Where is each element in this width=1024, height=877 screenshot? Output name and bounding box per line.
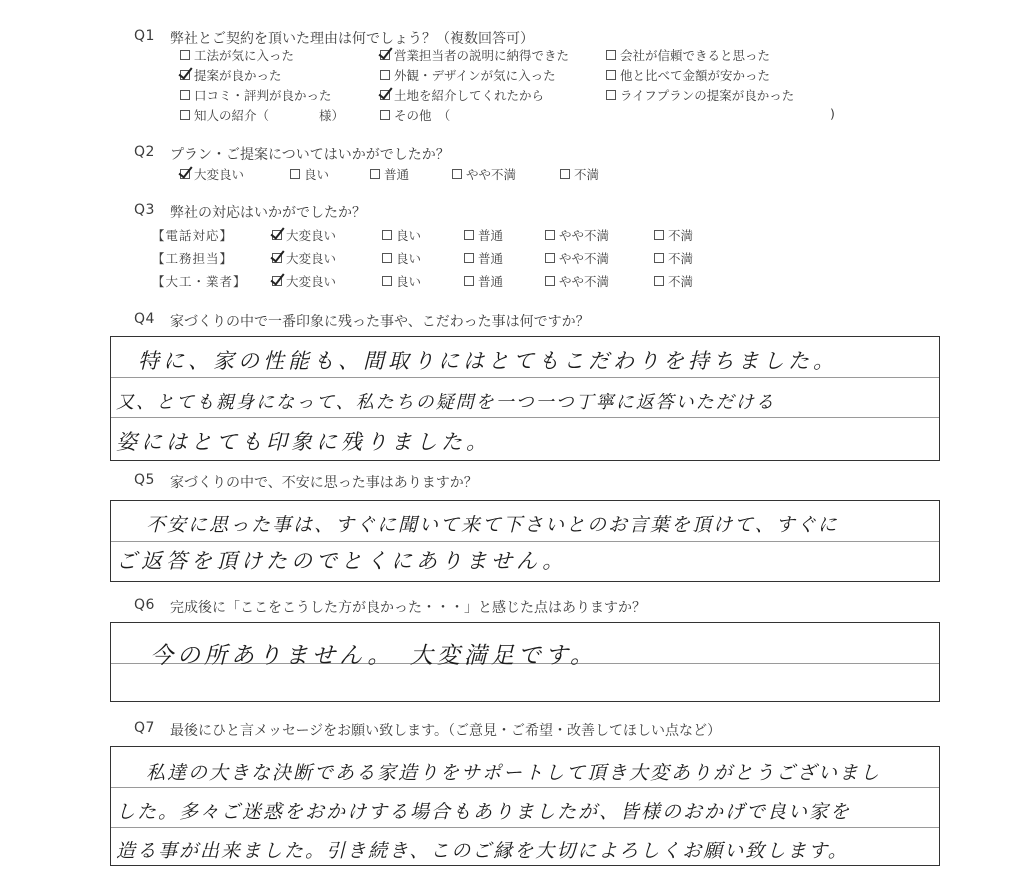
checkbox[interactable] bbox=[464, 253, 474, 263]
q6-question: 完成後に「ここをこうした方が良かった・・・」と感じた点はありますか？ bbox=[170, 600, 646, 616]
option-label: 普通 bbox=[478, 274, 504, 289]
checkbox-checked[interactable] bbox=[272, 253, 282, 263]
ruled-line bbox=[111, 827, 939, 828]
checkbox[interactable] bbox=[452, 169, 462, 179]
q3-phone-option-3[interactable] bbox=[464, 226, 503, 244]
checkbox[interactable] bbox=[654, 230, 664, 240]
q2-option-4[interactable] bbox=[452, 165, 516, 183]
q7-question: 最後にひと言メッセージをお願い致します。（ご意見・ご希望・改善してほしい点など） bbox=[170, 723, 722, 739]
checkbox[interactable] bbox=[180, 90, 190, 100]
option-label: 不満 bbox=[574, 167, 600, 182]
checkbox[interactable] bbox=[606, 50, 616, 60]
checkbox[interactable] bbox=[380, 110, 390, 120]
option-label: 大変良い bbox=[286, 274, 337, 289]
checkbox-checked[interactable] bbox=[180, 169, 190, 179]
q3-construction-option-1[interactable] bbox=[272, 249, 336, 267]
q3-carpenter-option-2[interactable] bbox=[382, 272, 421, 290]
q4-answer-line-1: 特に、家の性能も、間取りにはとてもこだわりを持ちました。 bbox=[138, 349, 838, 373]
checkbox[interactable] bbox=[370, 169, 380, 179]
q4-answer-line-2: 又、とても親身になって、私たちの疑問を一つ一つ丁寧に返答いただける bbox=[116, 392, 776, 413]
q3-phone-option-1[interactable] bbox=[272, 226, 336, 244]
q1-number: Q1 bbox=[134, 28, 155, 44]
option-label: やや不満 bbox=[559, 274, 610, 289]
q4-question: 家づくりの中で一番印象に残った事や、こだわった事は何ですか？ bbox=[170, 314, 590, 330]
q2-option-2[interactable] bbox=[290, 165, 329, 183]
checkbox[interactable] bbox=[606, 70, 616, 80]
option-label: やや不満 bbox=[559, 228, 610, 243]
checkbox[interactable] bbox=[545, 253, 555, 263]
q1-option-9[interactable] bbox=[606, 86, 794, 104]
checkbox[interactable] bbox=[545, 276, 555, 286]
q1-option-7[interactable] bbox=[180, 86, 332, 104]
q1-option-1[interactable] bbox=[180, 46, 294, 64]
q3-carpenter-option-4[interactable] bbox=[545, 272, 609, 290]
q6-number: Q6 bbox=[134, 597, 155, 613]
checkbox[interactable] bbox=[290, 169, 300, 179]
option-label: 提案が良かった bbox=[194, 68, 282, 83]
checkbox[interactable] bbox=[560, 169, 570, 179]
option-label: ライフプランの提案が良かった bbox=[620, 88, 795, 103]
checkbox[interactable] bbox=[382, 253, 392, 263]
q3-phone-option-4[interactable] bbox=[545, 226, 609, 244]
q1-other-close: ) bbox=[830, 106, 835, 121]
q1-option-11[interactable] bbox=[380, 106, 450, 124]
q3-number: Q3 bbox=[134, 202, 155, 218]
q3-carpenter-option-1[interactable] bbox=[272, 272, 336, 290]
checkbox-checked[interactable] bbox=[272, 230, 282, 240]
q1-option-8[interactable] bbox=[380, 86, 544, 104]
checkbox-checked[interactable] bbox=[380, 50, 390, 60]
q2-question: プラン・ご提案についてはいかがでしたか？ bbox=[170, 147, 450, 163]
q3-row-label-phone: 【電話対応】 bbox=[152, 228, 234, 243]
checkbox[interactable] bbox=[654, 276, 664, 286]
checkbox[interactable] bbox=[464, 276, 474, 286]
q3-carpenter-option-3[interactable] bbox=[464, 272, 503, 290]
checkbox[interactable] bbox=[382, 230, 392, 240]
checkbox[interactable] bbox=[654, 253, 664, 263]
q5-number: Q5 bbox=[134, 472, 155, 488]
option-label: 口コミ・評判が良かった bbox=[194, 88, 332, 103]
checkbox-checked[interactable] bbox=[180, 70, 190, 80]
q3-row-label-construction: 【工務担当】 bbox=[152, 251, 234, 266]
ruled-line bbox=[111, 377, 939, 378]
q2-option-1[interactable] bbox=[180, 165, 244, 183]
option-label: 普通 bbox=[478, 228, 504, 243]
checkbox[interactable] bbox=[606, 90, 616, 100]
q7-number: Q7 bbox=[134, 720, 155, 736]
q3-question: 弊社の対応はいかがでしたか？ bbox=[170, 205, 366, 221]
option-label: 外観・デザインが気に入った bbox=[394, 68, 556, 83]
checkbox[interactable] bbox=[464, 230, 474, 240]
q4-number: Q4 bbox=[134, 311, 155, 327]
q5-question: 家づくりの中で、不安に思った事はありますか？ bbox=[170, 475, 478, 491]
option-label: 良い bbox=[304, 167, 330, 182]
q1-option-3[interactable] bbox=[606, 46, 770, 64]
option-label: 良い bbox=[396, 251, 422, 266]
q4-answer-line-3: 姿にはとても印象に残りました。 bbox=[116, 430, 491, 454]
q3-carpenter-option-5[interactable] bbox=[654, 272, 693, 290]
option-label: やや不満 bbox=[466, 167, 517, 182]
q1-option-4[interactable] bbox=[180, 66, 282, 84]
q3-construction-option-5[interactable] bbox=[654, 249, 693, 267]
q3-phone-option-5[interactable] bbox=[654, 226, 693, 244]
q3-construction-option-4[interactable] bbox=[545, 249, 609, 267]
option-label: 土地を紹介してくれたから bbox=[394, 88, 545, 103]
checkbox-checked[interactable] bbox=[380, 90, 390, 100]
checkbox[interactable] bbox=[545, 230, 555, 240]
q1-option-5[interactable] bbox=[380, 66, 556, 84]
q5-answer-line-2: ご返答を頂けたのでとくにありません。 bbox=[116, 549, 568, 573]
q7-answer-line-1: 私達の大きな決断である家造りをサポートして頂き大変ありがとうございまし bbox=[146, 762, 882, 784]
q3-row-label-carpenter: 【大工・業者】 bbox=[152, 274, 247, 289]
q7-answer-line-3: 造る事が出来ました。引き続き、このご縁を大切によろしくお願い致します。 bbox=[116, 840, 849, 862]
checkbox[interactable] bbox=[382, 276, 392, 286]
q1-question: 弊社とご契約を頂いた理由は何でしょう？（複数回答可） bbox=[170, 31, 534, 47]
option-label: 不満 bbox=[668, 274, 694, 289]
q1-option-6[interactable] bbox=[606, 66, 770, 84]
option-label: 工法が気に入った bbox=[194, 48, 295, 63]
option-label: 良い bbox=[396, 228, 422, 243]
option-label: やや不満 bbox=[559, 251, 610, 266]
option-label: 普通 bbox=[478, 251, 504, 266]
q3-construction-option-3[interactable] bbox=[464, 249, 503, 267]
option-label: 良い bbox=[396, 274, 422, 289]
q2-option-3[interactable] bbox=[370, 165, 409, 183]
option-label: その他 （ bbox=[394, 108, 451, 123]
option-label: 他と比べて金額が安かった bbox=[620, 68, 771, 83]
checkbox[interactable] bbox=[180, 50, 190, 60]
option-label: 知人の紹介（ 様） bbox=[194, 108, 345, 123]
checkbox[interactable] bbox=[380, 70, 390, 80]
option-label: 不満 bbox=[668, 228, 694, 243]
q2-option-5[interactable] bbox=[560, 165, 599, 183]
option-label: 普通 bbox=[384, 167, 410, 182]
option-label: 営業担当者の説明に納得できた bbox=[394, 48, 570, 63]
option-label: 大変良い bbox=[286, 251, 337, 266]
ruled-line bbox=[111, 417, 939, 418]
ruled-line bbox=[111, 787, 939, 788]
q1-option-2[interactable] bbox=[380, 46, 569, 64]
q3-phone-option-2[interactable] bbox=[382, 226, 421, 244]
q7-answer-line-2: した。多々ご迷惑をおかけする場合もありましたが、皆様のおかげで良い家を bbox=[116, 801, 852, 823]
option-label: 会社が信頼できると思った bbox=[620, 48, 771, 63]
q3-construction-option-2[interactable] bbox=[382, 249, 421, 267]
q2-number: Q2 bbox=[134, 144, 155, 160]
q1-option-10[interactable] bbox=[180, 106, 344, 124]
option-label: 大変良い bbox=[194, 167, 245, 182]
q5-answer-line-1: 不安に思った事は、すぐに聞いて来て下さいとのお言葉を頂けて、すぐに bbox=[146, 514, 839, 536]
checkbox-checked[interactable] bbox=[272, 276, 282, 286]
ruled-line bbox=[111, 541, 939, 542]
q6-answer-line-1: 今の所ありません。 大変満足です。 bbox=[150, 643, 598, 669]
option-label: 大変良い bbox=[286, 228, 337, 243]
option-label: 不満 bbox=[668, 251, 694, 266]
checkbox[interactable] bbox=[180, 110, 190, 120]
